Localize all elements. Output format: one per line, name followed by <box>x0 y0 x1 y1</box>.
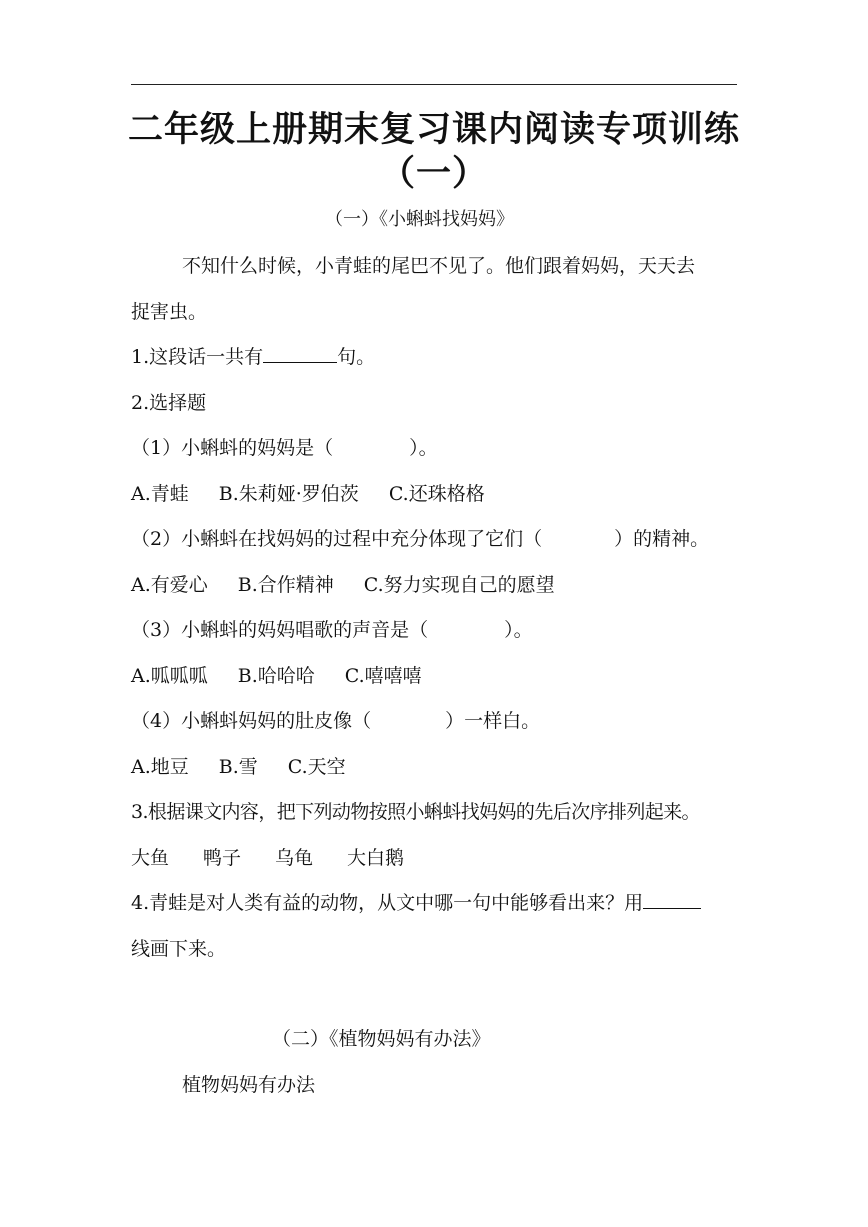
question-2-4-options <box>131 754 346 780</box>
question-4 <box>131 890 701 916</box>
option-a: A.青蛙 <box>131 483 189 505</box>
option-a: A.地豆 <box>131 756 189 778</box>
option-b: B.雪 <box>218 756 258 778</box>
top-rule <box>131 84 737 85</box>
animal-item: 大白鹅 <box>347 847 405 869</box>
option-b: B.哈哈哈 <box>237 665 315 687</box>
question-2-4 <box>131 708 540 734</box>
question-3: 3.根据课文内容，把下列动物按照小蝌蚪找妈妈的先后次序排列起来。 <box>131 801 700 823</box>
underline-sample <box>643 890 701 909</box>
question-2-3-suffix: ）。 <box>504 619 533 641</box>
option-c: C.嘻嘻嘻 <box>344 665 422 687</box>
question-2-2 <box>131 526 709 552</box>
option-a: A.呱呱呱 <box>131 665 208 687</box>
section1-heading: （一）《小蝌蚪找妈妈》 <box>325 209 514 230</box>
question-2-3-options <box>131 663 422 689</box>
option-c: C.努力实现自己的愿望 <box>363 574 555 596</box>
section2-heading: （二）《植物妈妈有办法》 <box>272 1028 491 1050</box>
poem-title: 植物妈妈有办法 <box>182 1074 316 1096</box>
question-2-3 <box>131 617 533 643</box>
option-c: C.还珠格格 <box>388 483 485 505</box>
question-2-2-options <box>131 572 555 598</box>
document-title-number: （一） <box>379 153 488 194</box>
document-title: 二年级上册期末复习课内阅读专项训练 <box>127 109 740 150</box>
question-2-1-text: （1）小蝌蚪的妈妈是（ <box>131 437 334 459</box>
question-2-2-text: （2）小蝌蚪在找妈妈的过程中充分体现了它们（ <box>131 528 543 550</box>
animal-item: 大鱼 <box>131 847 170 869</box>
option-c: C.天空 <box>287 756 346 778</box>
option-b: B.合作精神 <box>237 574 334 596</box>
option-a: A.有爱心 <box>131 574 208 596</box>
question-4-text: 4.青蛙是对人类有益的动物，从文中哪一句中能够看出来？用 <box>131 892 644 914</box>
question-2-4-suffix: ）一样白。 <box>445 710 541 732</box>
animal-item: 鸭子 <box>203 847 242 869</box>
answer-blank[interactable] <box>263 344 337 363</box>
animal-item: 乌龟 <box>275 847 314 869</box>
option-b: B.朱莉娅·罗伯茨 <box>218 483 359 505</box>
passage-line-2: 捉害虫。 <box>131 301 208 323</box>
question-2-2-suffix: ）的精神。 <box>614 528 710 550</box>
question-1 <box>131 344 375 370</box>
question-2-3-text: （3）小蝌蚪的妈妈唱歌的声音是（ <box>131 619 429 641</box>
question-4-line-2: 线画下来。 <box>131 938 227 960</box>
question-2-title: 2.选择题 <box>131 392 207 414</box>
question-1-text: 1.这段话一共有 <box>131 346 264 368</box>
question-2-1 <box>131 435 438 461</box>
question-2-1-suffix: ）。 <box>409 437 438 459</box>
question-2-4-text: （4）小蝌蚪妈妈的肚皮像（ <box>131 710 372 732</box>
passage-line-1: 不知什么时候，小青蛙的尾巴不见了。他们跟着妈妈，天天去 <box>182 255 696 277</box>
question-3-animals <box>131 845 404 871</box>
question-2-1-options <box>131 481 485 507</box>
question-1-suffix: 句。 <box>337 346 376 368</box>
